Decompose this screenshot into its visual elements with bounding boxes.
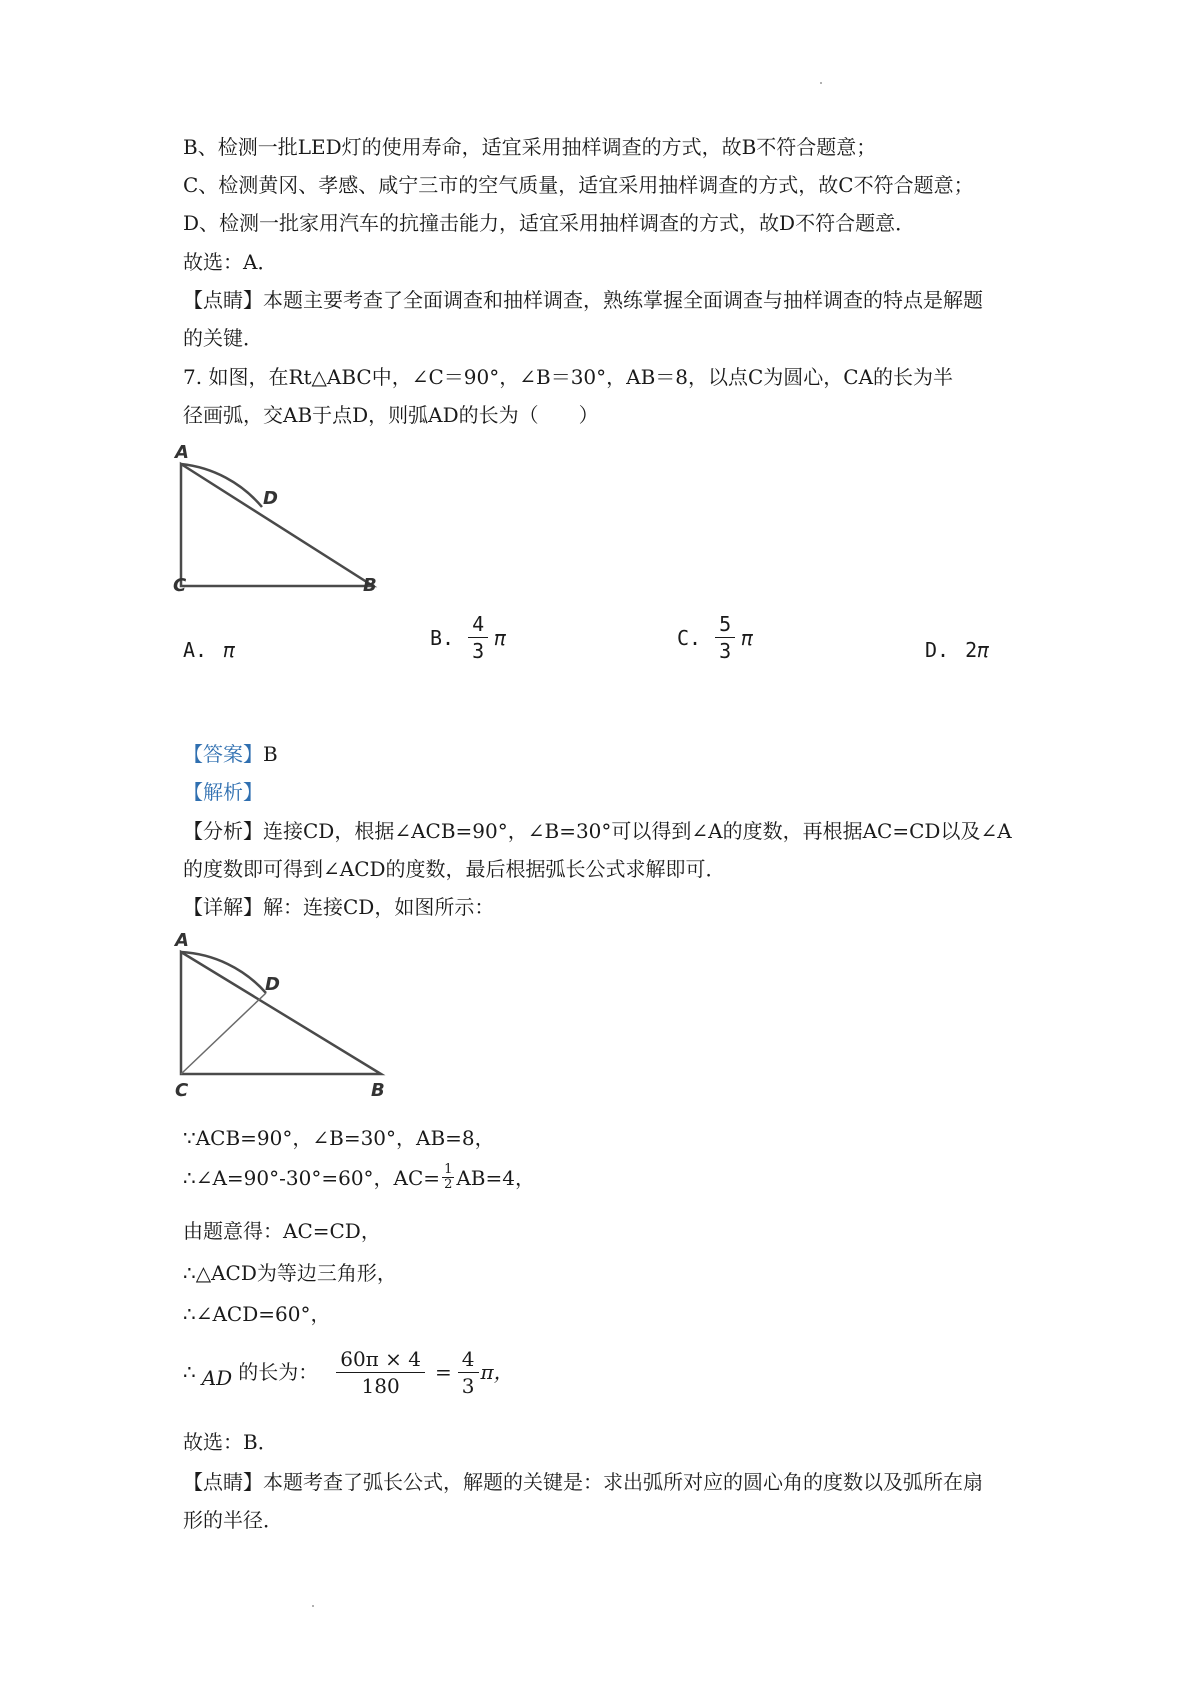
step-5: ∴∠ACD=60°， — [183, 1302, 331, 1326]
sol-label-a: A — [175, 930, 189, 951]
triangle-abc-solution — [181, 952, 381, 1074]
option-d-pi: π — [977, 638, 990, 662]
sol-label-b: B — [371, 1080, 385, 1098]
prev-option-d: D、检测一批家用汽车的抗撞击能力，适宜采用抽样调查的方式，故D不符合题意． — [183, 211, 916, 235]
step-2-numerator: 1 — [444, 1162, 453, 1177]
arc-ad-solution — [181, 952, 266, 993]
step-2-fraction — [442, 1163, 454, 1192]
step-6-result-fraction — [458, 1346, 479, 1399]
triangle-abc — [181, 464, 373, 586]
step-2-post: AB=4， — [456, 1165, 535, 1190]
option-d[interactable] — [925, 622, 989, 678]
option-c[interactable] — [677, 611, 753, 664]
solution-figure — [165, 928, 415, 1098]
step-1: ∵ACB=90°，∠B=30°，AB=8， — [183, 1126, 495, 1150]
final-choice: 故选：B． — [183, 1430, 278, 1454]
step-6-pi: π， — [480, 1360, 514, 1384]
label-a: A — [175, 442, 189, 463]
label-b: B — [363, 575, 377, 596]
option-c-denominator: 3 — [719, 639, 732, 663]
analysis-tag: 【解析】 — [183, 780, 263, 804]
step-3: 由题意得：AC=CD， — [183, 1219, 381, 1243]
option-b-letter: B. — [430, 625, 455, 650]
question7-stem-line2: 径画弧，交AB于点D，则弧AD的长为（ ） — [183, 403, 599, 427]
prev-comment-text: 本题主要考查了全面调查和抽样调查，熟练掌握全面调查与抽样调查的特点是解题 — [263, 288, 983, 312]
step-6-mid: 的长为： — [238, 1360, 319, 1384]
final-comment-tag: 【点睛】 — [183, 1470, 263, 1494]
answer-value: B — [263, 742, 278, 766]
step-2-pre: ∴∠A=90°-30°=60°，AC= — [183, 1165, 441, 1190]
step-6-fraction — [336, 1346, 425, 1399]
prev-comment-cont: 的关键． — [183, 326, 263, 350]
step-2-denominator: 2 — [444, 1177, 453, 1192]
scan-speck — [820, 82, 822, 84]
option-d-coef: 2 — [965, 638, 978, 662]
answer-line — [183, 740, 1043, 768]
segment-cd — [181, 993, 266, 1074]
step-6-result-numerator: 4 — [461, 1346, 475, 1371]
option-a-pi: π — [223, 638, 236, 662]
step-4: ∴△ACD为等边三角形， — [183, 1261, 397, 1285]
step-6-pre: ∴ — [183, 1360, 196, 1384]
prev-comment — [183, 286, 1043, 314]
option-b-numerator: 4 — [472, 612, 485, 636]
question7-figure — [165, 436, 405, 606]
sol-label-d: D — [265, 974, 280, 995]
question7-stem-line1: 7. 如图，在Rt△ABC中，∠C＝90°，∠B＝30°，AB＝8，以点C为圆心，CA的长为半 — [183, 365, 954, 389]
xiangjie-tag: 【详解】 — [183, 895, 263, 919]
prev-comment-tag: 【点睛】 — [183, 288, 263, 312]
option-c-pi: π — [741, 625, 754, 650]
fenxi-line2: 的度数即可得到∠ACD的度数，最后根据弧长公式求解即可． — [183, 857, 726, 881]
prev-option-c: C、检测黄冈、孝感、咸宁三市的空气质量，适宜采用抽样调查的方式，故C不符合题意； — [183, 173, 974, 197]
option-b-denominator: 3 — [472, 639, 485, 663]
step-6-denominator: 180 — [361, 1373, 400, 1398]
option-c-letter: C. — [677, 625, 702, 650]
prev-choice: 故选：A． — [183, 250, 278, 274]
xiangjie-text: 解：连接CD，如图所示： — [263, 895, 495, 919]
label-d: D — [263, 488, 278, 509]
option-d-letter: D. — [925, 638, 950, 662]
final-comment-cont: 形的半径． — [183, 1508, 283, 1532]
xiangjie-line — [183, 893, 1043, 921]
step-6-equals: = — [435, 1360, 452, 1384]
final-comment-text: 本题考查了弧长公式，解题的关键是：求出弧所对应的圆心角的度数以及弧所在扇 — [263, 1470, 983, 1494]
answer-tag: 【答案】 — [183, 742, 263, 766]
option-a-letter: A. — [183, 638, 208, 662]
option-c-fraction — [715, 611, 735, 664]
label-c: C — [173, 575, 187, 596]
step-6-result-denominator: 3 — [461, 1373, 475, 1398]
sol-label-c: C — [175, 1080, 189, 1098]
prev-option-b: B、检测一批LED灯的使用寿命，适宜采用抽样调查的方式，故B不符合题意； — [183, 135, 877, 159]
step-2 — [183, 1163, 1043, 1192]
final-comment — [183, 1468, 1043, 1496]
scan-speck-bottom — [312, 1605, 314, 1607]
option-c-numerator: 5 — [719, 612, 732, 636]
option-b-pi: π — [494, 625, 507, 650]
option-a[interactable] — [183, 622, 235, 678]
step-6 — [183, 1340, 1043, 1404]
fenxi-text: 连接CD，根据∠ACB=90°，∠B=30°可以得到∠A的度数，再根据AC=CD以及∠A — [263, 819, 1012, 843]
step-6-numerator: 60π × 4 — [340, 1346, 422, 1371]
fenxi-line1 — [183, 817, 1043, 845]
option-b-fraction — [468, 611, 488, 664]
step-6-arc: AD — [201, 1366, 233, 1390]
option-b[interactable] — [430, 611, 506, 664]
fenxi-tag: 【分析】 — [183, 819, 263, 843]
